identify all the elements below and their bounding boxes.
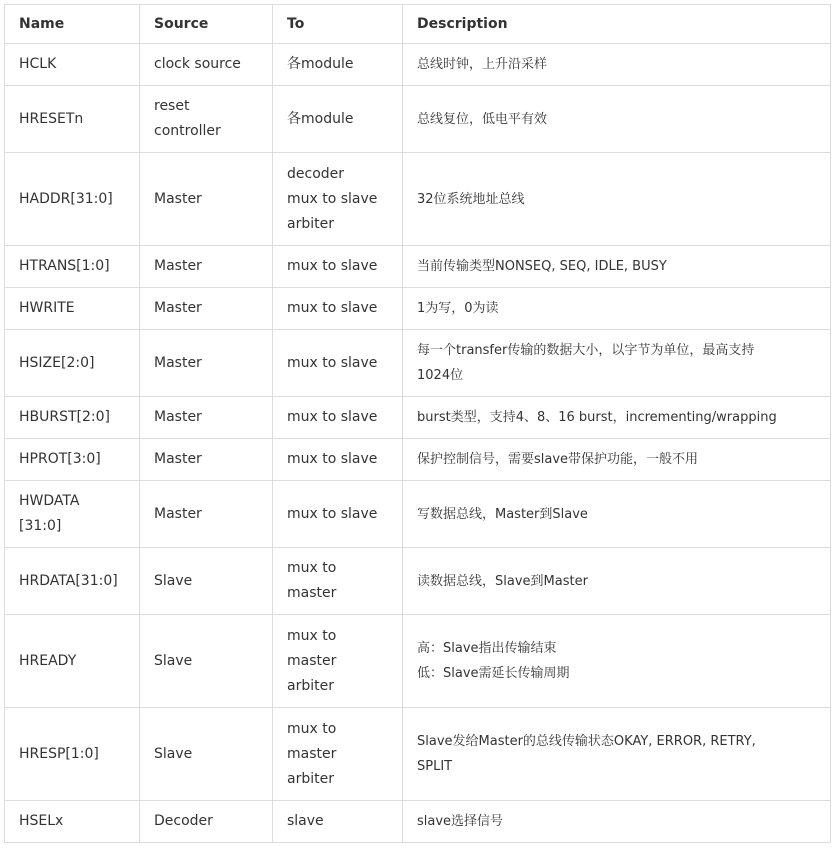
cell-source — [140, 246, 273, 288]
cell-to — [273, 615, 403, 708]
cell-name — [5, 44, 140, 86]
table-row — [5, 330, 831, 397]
cell-text-line: mux to slave — [287, 258, 378, 274]
table-row — [5, 86, 831, 153]
table-row — [5, 246, 831, 288]
table-body — [5, 44, 831, 843]
cell-description — [403, 153, 831, 246]
cell-text-line: clock source — [154, 56, 241, 72]
cell-text-line: arbiter — [287, 215, 334, 232]
cell-text-line: HRESETn — [19, 110, 84, 127]
cell-name — [5, 615, 140, 708]
cell-text-line: mux to slave — [287, 451, 378, 467]
cell-source — [140, 615, 273, 708]
cell-text-line: HREADY — [19, 652, 77, 669]
cell-text-line: arbiter — [287, 770, 334, 787]
cell-text-line: mux to — [287, 560, 337, 576]
cell-name — [5, 86, 140, 153]
table-row — [5, 801, 831, 843]
cell-text-line: HRDATA[31:0] — [19, 572, 118, 589]
cell-text-line: slave — [287, 813, 324, 829]
cell-text-line: master — [287, 585, 337, 601]
cell-text-line: 总线时钟，上升沿采样 — [417, 57, 548, 72]
table-row — [5, 397, 831, 439]
cell-source — [140, 439, 273, 481]
cell-text-line: 保护控制信号，需要slave带保护功能，一般不用 — [417, 452, 699, 467]
cell-text-line: 1为写，0为读 — [417, 301, 499, 316]
cell-to — [273, 330, 403, 397]
cell-source — [140, 153, 273, 246]
cell-text-line: Slave发给Master的总线传输状态OKAY, ERROR, RETRY, — [417, 734, 756, 749]
cell-text-line: 每一个transfer传输的数据大小，以字节为单位，最高支持 — [417, 343, 755, 358]
cell-text-line: 各module — [287, 110, 354, 127]
cell-description — [403, 548, 831, 615]
cell-text-line: HTRANS[1:0] — [19, 258, 110, 274]
cell-text-line: mux to slave — [287, 300, 378, 316]
table-row — [5, 615, 831, 708]
cell-description — [403, 246, 831, 288]
cell-text-line: 32位系统地址总线 — [417, 191, 525, 207]
cell-text-line: Master — [154, 505, 202, 522]
cell-name — [5, 801, 140, 843]
cell-to — [273, 801, 403, 843]
table-header-row — [5, 5, 831, 44]
cell-text-line: reset — [154, 98, 190, 114]
cell-source — [140, 801, 273, 843]
cell-description — [403, 439, 831, 481]
cell-text-line: Slave — [154, 572, 193, 589]
cell-source — [140, 708, 273, 801]
cell-text-line: 1024位 — [417, 368, 464, 383]
cell-description — [403, 708, 831, 801]
cell-description — [403, 801, 831, 843]
cell-name — [5, 330, 140, 397]
cell-source — [140, 548, 273, 615]
table-row — [5, 439, 831, 481]
cell-name — [5, 246, 140, 288]
cell-text-line: mux to slave — [287, 354, 378, 371]
cell-text-line: mux to — [287, 720, 337, 737]
cell-source — [140, 44, 273, 86]
cell-text-line: HRESP[1:0] — [19, 745, 99, 762]
cell-text-line: Master — [154, 300, 202, 316]
cell-to — [273, 86, 403, 153]
cell-text-line: [31:0] — [19, 518, 62, 534]
cell-to — [273, 153, 403, 246]
cell-text-line: SPLIT — [417, 759, 453, 774]
cell-to — [273, 288, 403, 330]
cell-text-line: 高：Slave指出传输结束 — [417, 641, 557, 656]
column-header-description: Description — [403, 5, 831, 44]
cell-text-line: master — [287, 652, 337, 669]
cell-to — [273, 481, 403, 548]
cell-name — [5, 548, 140, 615]
cell-text-line: Master — [154, 409, 202, 425]
table-row — [5, 708, 831, 801]
cell-description — [403, 288, 831, 330]
cell-text-line: HCLK — [19, 56, 57, 72]
signal-table — [4, 4, 831, 843]
cell-description — [403, 481, 831, 548]
cell-text-line: Master — [154, 258, 202, 274]
cell-text-line: burst类型，支持4、8、16 burst，incrementing/wrapping — [417, 410, 777, 425]
cell-text-line: arbiter — [287, 677, 334, 694]
cell-description — [403, 615, 831, 708]
cell-source — [140, 288, 273, 330]
cell-text-line: Slave — [154, 745, 193, 762]
cell-description — [403, 397, 831, 439]
cell-text-line: mux to slave — [287, 505, 378, 522]
cell-name — [5, 439, 140, 481]
cell-text-line: 低：Slave需延长传输周期 — [417, 666, 570, 681]
cell-text-line: Slave — [154, 652, 193, 669]
cell-text-line: Master — [154, 354, 202, 371]
cell-text-line: Master — [154, 190, 202, 207]
cell-name — [5, 288, 140, 330]
cell-description — [403, 44, 831, 86]
column-header-name: Name — [5, 5, 140, 44]
column-header-source: Source — [140, 5, 273, 44]
cell-to — [273, 548, 403, 615]
cell-text-line: controller — [154, 123, 221, 139]
cell-name — [5, 153, 140, 246]
cell-name — [5, 397, 140, 439]
cell-text-line: HSIZE[2:0] — [19, 354, 95, 371]
cell-text-line: decoder — [287, 165, 345, 182]
column-header-to: To — [273, 5, 403, 44]
cell-text-line: mux to slave — [287, 409, 378, 425]
cell-to — [273, 44, 403, 86]
cell-text-line: Decoder — [154, 813, 213, 829]
cell-source — [140, 397, 273, 439]
cell-text-line: HSELx — [19, 813, 64, 829]
cell-text-line: 各module — [287, 56, 354, 72]
cell-text-line: Master — [154, 451, 202, 467]
cell-description — [403, 86, 831, 153]
table-row — [5, 548, 831, 615]
cell-to — [273, 246, 403, 288]
cell-source — [140, 481, 273, 548]
cell-to — [273, 439, 403, 481]
cell-to — [273, 708, 403, 801]
cell-text-line: master — [287, 745, 337, 762]
cell-text-line: mux to slave — [287, 190, 378, 207]
cell-source — [140, 330, 273, 397]
cell-source — [140, 86, 273, 153]
cell-text-line: slave选择信号 — [417, 814, 504, 829]
cell-text-line: HADDR[31:0] — [19, 190, 113, 207]
table-row — [5, 481, 831, 548]
cell-description — [403, 330, 831, 397]
cell-text-line: HBURST[2:0] — [19, 409, 110, 425]
cell-text-line: 当前传输类型NONSEQ, SEQ, IDLE, BUSY — [417, 259, 667, 274]
cell-text-line: mux to — [287, 627, 337, 644]
cell-text-line: 读数据总线，Slave到Master — [417, 573, 588, 589]
cell-text-line: HPROT[3:0] — [19, 451, 101, 467]
table-row — [5, 153, 831, 246]
cell-name — [5, 481, 140, 548]
cell-to — [273, 397, 403, 439]
cell-text-line: HWRITE — [19, 300, 75, 316]
cell-text-line: 总线复位，低电平有效 — [417, 111, 548, 127]
table-row — [5, 44, 831, 86]
cell-text-line: 写数据总线，Master到Slave — [417, 506, 588, 522]
table-row — [5, 288, 831, 330]
cell-text-line: HWDATA — [19, 493, 80, 509]
cell-name — [5, 708, 140, 801]
